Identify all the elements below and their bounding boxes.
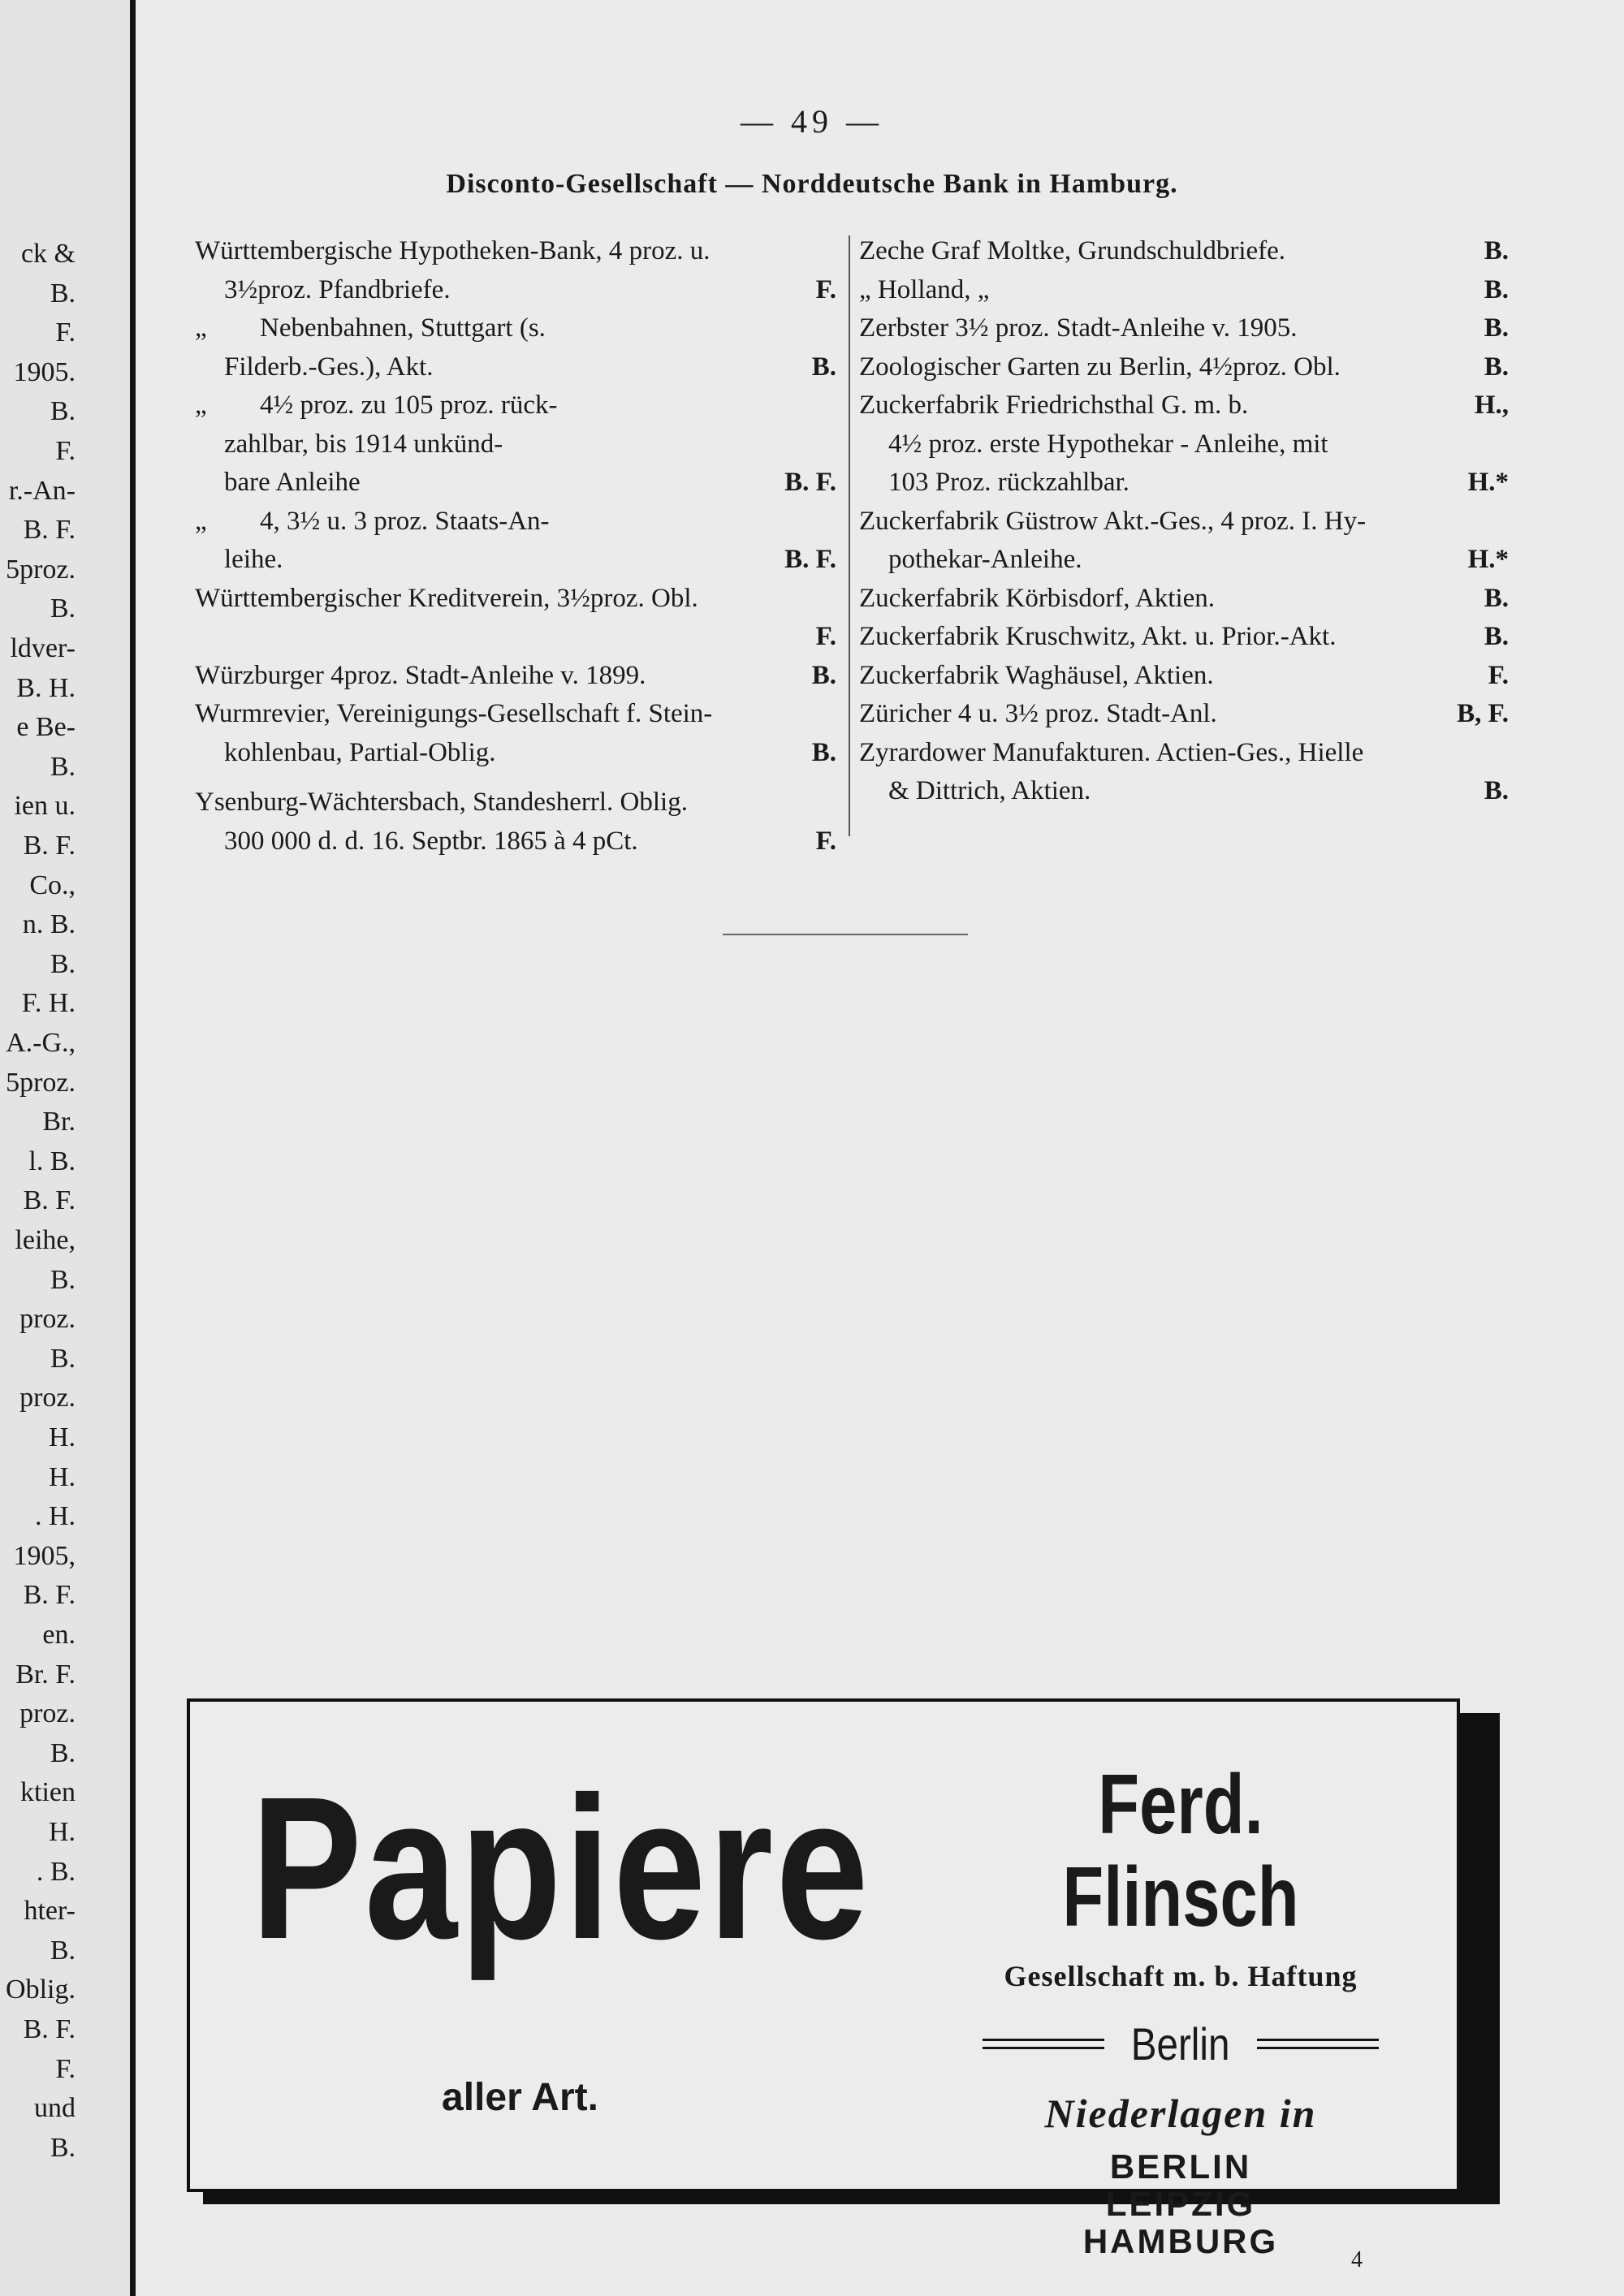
footnote-mark: 4	[1351, 2247, 1363, 2272]
page-header: Disconto-Gesellschaft — Norddeutsche Bank in Hamburg.	[446, 169, 1178, 199]
entry-text: Zuckerfabrik Körbisdorf, Aktien.	[859, 583, 1216, 613]
previous-page-fragment: Oblig.	[6, 1974, 76, 2005]
previous-page-fragment: und	[34, 2093, 76, 2124]
exchange-code: B.	[1484, 274, 1509, 304]
ad-firm-block	[929, 1759, 1432, 2260]
entry-text: „ Nebenbahnen, Stuttgart (s.	[195, 309, 546, 348]
previous-page-fragment: l. B.	[28, 1146, 76, 1176]
previous-page-fragment: proz.	[19, 1698, 76, 1729]
ad-headline: Papiere	[251, 1754, 871, 1981]
listing-entry	[195, 695, 836, 772]
previous-page-fragment: F.	[55, 436, 76, 466]
exchange-code: F.	[1488, 660, 1509, 690]
ditto-mark: „	[195, 506, 207, 536]
previous-page-fragment: 1905,	[13, 1540, 76, 1571]
previous-page-fragment: B.	[50, 1737, 76, 1768]
entry-line	[195, 271, 836, 310]
listing-entry	[195, 580, 836, 657]
listing-entry	[859, 232, 1509, 271]
listing-entry	[195, 783, 836, 861]
previous-page-fragment: hter-	[24, 1896, 76, 1927]
previous-page-fragment: proz.	[19, 1383, 76, 1413]
previous-page-fragment: . B.	[36, 1856, 76, 1887]
previous-page-fragment: B. F.	[23, 2014, 76, 2044]
entry-line	[195, 618, 836, 657]
previous-page-margin	[0, 0, 130, 2296]
entry-line	[859, 580, 1509, 619]
previous-page-fragment: Co.,	[29, 870, 76, 900]
ad-ornament-rule	[1257, 2039, 1379, 2049]
ad-branch: HAMBURG	[1082, 2221, 1279, 2260]
previous-page-fragment: F. H.	[21, 988, 76, 1019]
entry-text: „ 4½ proz. zu 105 proz. rück-	[195, 386, 558, 425]
listing-entry	[859, 580, 1509, 619]
previous-page-fragment: B.	[50, 751, 76, 782]
listing-entry	[859, 695, 1509, 734]
entry-text: Zuckerfabrik Güstrow Akt.-Ges., 4 proz. I. Hy-	[859, 506, 1367, 536]
exchange-code: F.	[815, 622, 836, 651]
left-column	[195, 232, 836, 861]
entry-text: pothekar-Anleihe.	[888, 545, 1082, 574]
exchange-code: F.	[815, 826, 836, 856]
exchange-code: B.	[1484, 352, 1509, 382]
entry-line	[859, 618, 1509, 657]
previous-page-fragment: B.	[50, 948, 76, 979]
entry-line	[195, 503, 836, 542]
entry-line	[859, 541, 1509, 580]
entry-text: Ysenburg-Wächtersbach, Standesherrl. Oblig.	[195, 788, 688, 817]
listing-entry	[859, 503, 1509, 580]
exchange-code: B.	[1484, 583, 1509, 613]
previous-page-fragment: 5proz.	[6, 1067, 76, 1098]
listing-entry	[195, 386, 836, 503]
entry-line	[859, 657, 1509, 696]
exchange-code: B. F.	[784, 545, 836, 574]
entry-text: 4½ proz. erste Hypothekar - Anleihe, mit	[888, 429, 1328, 459]
binding-edge	[130, 0, 136, 2296]
previous-page-fragment: B.	[50, 1264, 76, 1295]
listing-entry	[859, 734, 1509, 811]
column-rule	[849, 235, 850, 836]
entry-text: Zuckerfabrik Waghäusel, Aktien.	[859, 660, 1214, 690]
entry-line	[195, 425, 836, 464]
previous-page-fragment: Br.	[42, 1107, 76, 1137]
entry-line	[859, 232, 1509, 271]
previous-page-fragment: ck &	[20, 239, 76, 269]
entry-text: leihe.	[224, 545, 283, 574]
exchange-code: H.*	[1467, 545, 1509, 574]
entry-text: Zuckerfabrik Friedrichsthal G. m. b.	[859, 391, 1249, 420]
previous-page-fragment: H.	[48, 1422, 76, 1452]
previous-page-fragment: proz.	[19, 1304, 76, 1335]
entry-text: „ Holland, „	[859, 274, 990, 304]
previous-page-fragment: H.	[48, 1461, 76, 1492]
ad-firm-name: Ferd. Flinsch	[1062, 1758, 1299, 1945]
previous-page-fragment: B. F.	[23, 1580, 76, 1611]
previous-page-fragment: H.	[48, 1817, 76, 1847]
entry-line	[859, 464, 1509, 503]
exchange-code: F.	[815, 274, 836, 304]
entry-text: Würzburger 4proz. Stadt-Anleihe v. 1899.	[195, 660, 646, 690]
entry-text: Wurmrevier, Vereinigungs-Gesellschaft f. Stein-	[195, 699, 713, 728]
previous-page-fragment: 1905.	[13, 356, 76, 387]
ad-city: Berlin	[1131, 2018, 1230, 2069]
entry-line	[859, 386, 1509, 425]
entry-text: Zyrardower Manufakturen. Actien-Ges., Hielle	[859, 737, 1364, 767]
listing-entry	[859, 386, 1509, 503]
previous-page-fragment: 5proz.	[6, 554, 76, 585]
entry-text: 3½proz. Pfandbriefe.	[224, 274, 451, 304]
entry-line	[859, 271, 1509, 310]
entry-gap	[195, 772, 836, 783]
listing-entry	[195, 232, 836, 309]
previous-page-fragment: e Be-	[16, 712, 76, 743]
entry-line	[859, 503, 1509, 542]
entry-line	[859, 309, 1509, 348]
previous-page-fragment: A.-G.,	[6, 1028, 76, 1058]
entry-text: Züricher 4 u. 3½ proz. Stadt-Anl.	[859, 699, 1217, 728]
entry-line	[859, 348, 1509, 387]
exchange-code: H.,	[1474, 391, 1509, 420]
previous-page-fragment: F.	[55, 2053, 76, 2084]
advertisement	[187, 1698, 1460, 2260]
entry-line	[859, 425, 1509, 464]
previous-page-fragment: B. H.	[16, 672, 76, 703]
ad-shadow	[1456, 1713, 1500, 2203]
listing-entry	[859, 618, 1509, 657]
ditto-mark: „	[195, 313, 207, 343]
previous-page-fragment: B.	[50, 1343, 76, 1374]
previous-page-fragment: B.	[50, 1935, 76, 1966]
previous-page-fragment: B.	[50, 396, 76, 427]
entry-line	[195, 541, 836, 580]
entry-line	[195, 580, 836, 619]
previous-page-fragment: ktien	[20, 1777, 76, 1808]
ad-city-row	[929, 2018, 1432, 2070]
ad-branch: LEIPZIG	[1105, 2184, 1256, 2223]
exchange-code: B.	[811, 352, 836, 382]
previous-page-fragment: B.	[50, 278, 76, 309]
previous-page-fragment: n. B.	[22, 909, 76, 940]
ad-branches-title: Niederlagen in	[1044, 2090, 1317, 2136]
previous-page-fragment: leihe,	[15, 1225, 76, 1255]
entry-line	[195, 822, 836, 861]
ad-branch: BERLIN	[1109, 2147, 1252, 2186]
entry-text: Filderb.-Ges.), Akt.	[224, 352, 434, 382]
ad-firm-type: Gesellschaft m. b. Haftung	[1004, 1959, 1358, 1992]
previous-page-fragment: B. F.	[23, 515, 76, 546]
previous-page-fragment: F.	[55, 317, 76, 348]
listing-entry	[859, 309, 1509, 348]
exchange-code: B.	[811, 737, 836, 767]
entry-text: zahlbar, bis 1914 unkünd-	[224, 429, 503, 459]
section-divider	[723, 934, 968, 935]
entry-text: Zuckerfabrik Kruschwitz, Akt. u. Prior.-Akt.	[859, 622, 1337, 651]
entry-line	[195, 734, 836, 773]
entry-text: Württembergischer Kreditverein, 3½proz. Obl.	[195, 583, 698, 613]
exchange-code: B.	[1484, 622, 1509, 651]
previous-page-fragment: . H.	[34, 1501, 76, 1532]
entry-text: 300 000 d. d. 16. Septbr. 1865 à 4 pCt.	[224, 826, 638, 856]
entry-line	[195, 657, 836, 696]
exchange-code: H.*	[1467, 468, 1509, 497]
entry-line	[195, 464, 836, 503]
entry-text: Württembergische Hypotheken-Bank, 4 proz. u.	[195, 236, 710, 265]
entry-text: Zeche Graf Moltke, Grundschuldbriefe.	[859, 236, 1286, 265]
entry-text: Zerbster 3½ proz. Stadt-Anleihe v. 1905.	[859, 313, 1298, 343]
exchange-code: B.	[811, 660, 836, 690]
listing-entry	[195, 309, 836, 386]
listing-entry	[859, 348, 1509, 387]
previous-page-fragment: Br. F.	[15, 1659, 76, 1690]
entry-line	[859, 772, 1509, 811]
ad-branches-list	[929, 2148, 1432, 2260]
entry-line	[859, 695, 1509, 734]
listing-entry	[195, 657, 836, 696]
previous-page-fragment: B. F.	[23, 1185, 76, 1216]
exchange-code: B. F.	[784, 468, 836, 497]
listing-entry	[195, 503, 836, 580]
entry-text: kohlenbau, Partial-Oblig.	[224, 737, 496, 767]
previous-page-fragment: B.	[50, 593, 76, 624]
exchange-code: B.	[1484, 236, 1509, 265]
entry-line	[195, 695, 836, 734]
right-column	[859, 232, 1509, 811]
entry-line	[195, 348, 836, 387]
previous-page-fragment: B. F.	[23, 831, 76, 861]
ditto-mark: „	[195, 391, 207, 420]
entry-line	[195, 232, 836, 271]
listing-entry	[859, 657, 1509, 696]
entry-text: 103 Proz. rückzahlbar.	[888, 468, 1129, 497]
exchange-code: B.	[1484, 313, 1509, 343]
entry-line	[195, 783, 836, 822]
entry-line	[859, 734, 1509, 773]
exchange-code: B.	[1484, 776, 1509, 805]
previous-page-fragment: ien u.	[14, 791, 76, 822]
entry-line	[195, 386, 836, 425]
previous-page-fragment: en.	[42, 1620, 76, 1650]
entry-text: bare Anleihe	[224, 468, 361, 497]
listing-entry	[859, 271, 1509, 310]
ad-ornament-rule	[983, 2039, 1104, 2049]
exchange-code: B, F.	[1457, 699, 1509, 728]
entry-text: „ 4, 3½ u. 3 proz. Staats-An-	[195, 503, 550, 542]
entry-text: & Dittrich, Aktien.	[888, 776, 1091, 805]
previous-page-fragment: ldver-	[10, 633, 76, 663]
ad-subline: aller Art.	[442, 2076, 598, 2119]
entry-text: Zoologischer Garten zu Berlin, 4½proz. Obl.	[859, 352, 1341, 382]
page-number: — 49 —	[741, 103, 883, 140]
entry-line	[195, 309, 836, 348]
previous-page-fragment: r.-An-	[8, 475, 76, 506]
previous-page-fragment: B.	[50, 2132, 76, 2163]
